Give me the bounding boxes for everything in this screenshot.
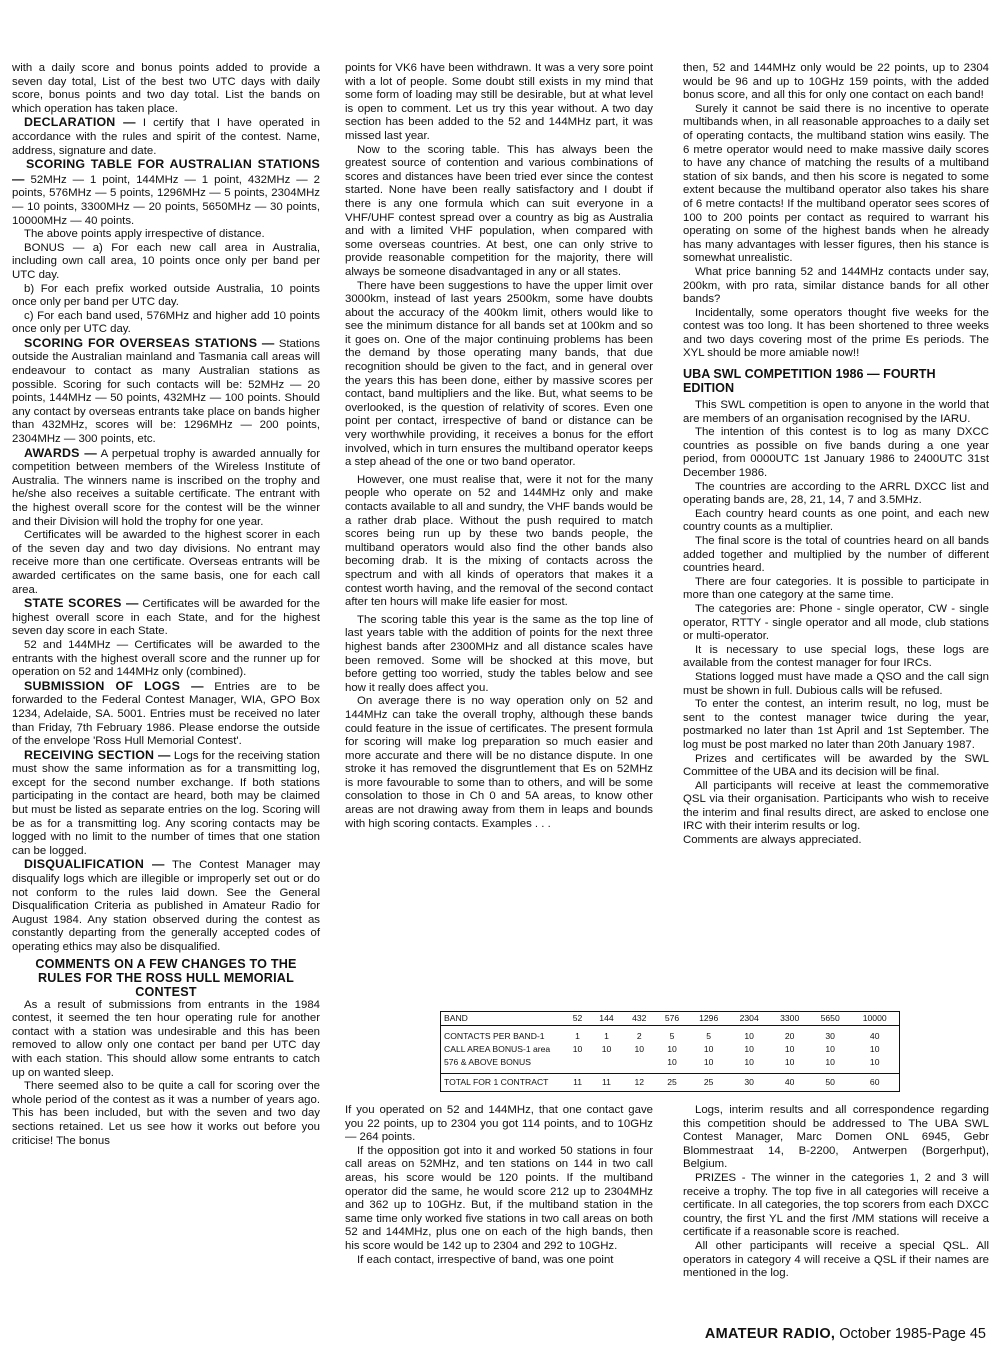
paragraph: On average there is no way operation only on 52 and 144MHz can take the overall trophy, although these bands could feature in the issue of certificates. The present formula for scoring will make log preparation so much easier and more accurate and there will be no distance dispute. In one stroke it has removed the disgruntlement that Es on 52MHz is more favourable to some than to others, and will be some consolation to those in Ch 0 and 5A areas, to know other areas are not drawing away from them in leaps and bounds with high scoring contacts. Examples . . . <box>345 695 653 830</box>
submission-paragraph <box>12 680 320 749</box>
table-header-cell: 1296 <box>688 1012 729 1026</box>
table-header-row <box>441 1012 900 1026</box>
paragraph: Prizes and certificates will be awarded by the SWL Committee of the UBA and its decision will be final. <box>683 752 989 779</box>
table-cell <box>623 1056 656 1074</box>
table-cell: 10 <box>601 1044 612 1054</box>
table-cell: 11 <box>590 1074 623 1092</box>
paragraph: Logs, interim results and all correspondence regarding this competition should be addressed to The UBA SWL Contest Manager, Marc Domen ONL 6945, Gebr Blommestraat 14, B-2200, Antwerpen (Borgerhput), Belgium. <box>683 1104 989 1171</box>
paragraph: Now to the scoring table. This has always been the greatest source of contention and various combinations of scores and distances have been tried ever since the contest started. None have been really satisfactory and I doubt if there is any one formula which can suit everyone in a VHF/UHF contest spread over a country as big as Australia and with a limited VHF population, when compared with some overseas countries. At best, one can only strive to provide reasonable competition for the majority, there will always be someone disadvantaged in any or all states. <box>345 143 653 278</box>
scoring-overseas-paragraph <box>12 337 320 447</box>
table-cell: 10 <box>784 1057 795 1067</box>
paragraph: As a result of submissions from entrants in the 1984 contest, it seemed the ten hour operating rule for another contact with a station was undesirable and this has been removed to allow only one contact per band per UTC day with each station. This should allow some entrants to catch up on wanted sleep. <box>12 998 320 1079</box>
scoring-australian-paragraph <box>12 158 320 228</box>
page-number: Page 45 <box>931 1326 986 1342</box>
table-cell: 10 <box>667 1057 677 1067</box>
receiving-paragraph <box>12 749 320 859</box>
table-cell: 10 <box>703 1057 714 1067</box>
table-cell: 10 <box>825 1044 835 1054</box>
paragraph: If you operated on 52 and 144MHz, that one contact gave you 22 points, up to 2304 you got 114 points, and to 10GHz — 264 points. <box>345 1104 653 1144</box>
table-cell: 40 <box>769 1074 810 1092</box>
paragraph: There are four categories. It is possible to participate in more than one category at the same time. <box>683 575 989 602</box>
table-header-cell: 3300 <box>769 1012 810 1026</box>
paragraph: PRIZES - The winner in the categories 1, 2 and 3 will receive a trophy. The top five in all categories will receive a certificate. In all categories, the top scorers from each DXCC country, the first YL and the first /MM stations will receive a certificate if a reasonable score is reached. <box>683 1171 989 1239</box>
paragraph-text: The Contest Manager may disqualify logs which are illegible or improperly set out or do not conform to the rules laid down. See the General Disqualification Criteria as published in Amateur Radio for August 1984. Any station observed during the contest as constantly departing from the generally accepted codes of operating ethics may also be disqualified. <box>12 859 321 953</box>
paragraph-text: I certify that I have operated in accordance with the rules and spirit of the contest. Name, address, signature and date. <box>12 117 320 157</box>
table-cell <box>590 1056 623 1074</box>
table-cell: 10 <box>703 1044 714 1054</box>
paragraph: All other participants will receive a special QSL. All operators in category 4 will receive a QSL if their names are mentioned in the log. <box>683 1239 989 1280</box>
paragraph: Incidentally, some operators thought five weeks for the contest was too long. It has been shortened to three weeks and two days covering most of the prime Es periods. The XYL should be more amiable now!! <box>683 306 989 360</box>
scoring-example-table <box>440 1011 900 1092</box>
table-header-cell: 52 <box>565 1012 590 1026</box>
column-3 <box>683 62 989 848</box>
column-1 <box>12 62 320 1148</box>
table-cell <box>565 1056 590 1074</box>
state-scores-paragraph <box>12 597 320 639</box>
paragraph: Stations logged must have made a QSO and the call sign must be shown in full. Dubious calls will be refused. <box>683 670 989 697</box>
paragraph: What price banning 52 and 144MHz contacts under say, 200km, with pro rata, similar distance bands for all other bands? <box>683 265 989 306</box>
disqualification-heading: DISQUALIFICATION — <box>24 857 165 872</box>
table-cell: 10 <box>634 1044 645 1054</box>
paragraph: Each country heard counts as one point, and each new country counts as a multiplier. <box>683 507 989 534</box>
paragraph: then, 52 and 144MHz only would be 22 points, up to 2304 would be 96 and up to 10GHz 159 points, with the added bonus score, and all this for only one contact on each band! <box>683 62 989 102</box>
table-cell: 11 <box>565 1074 590 1092</box>
column-3-continued <box>683 1104 989 1281</box>
magazine-name: AMATEUR RADIO, <box>704 1326 836 1342</box>
column-2-continued <box>345 1104 653 1267</box>
paragraph-text: A perpetual trophy is awarded annually for competition between members of the Wireless Institute of Australia. The winners name is inscribed on the trophy and he/she also receives a suitable certificate. The entrant with the highest overall score for the contest will be the winner and their Division will hold the trophy for one year. <box>12 447 320 528</box>
paragraph: b) For each prefix worked outside Australia, 10 points once only per band per UTC day. <box>12 282 320 309</box>
declaration-paragraph <box>12 116 320 158</box>
table-row <box>441 1056 900 1074</box>
paragraph-text: Entries are to be forwarded to the Federal Contest Manager, WIA, GPO Box 1234, Adelaide, SA. 5001. Entries must be received no later than Friday, 7th February 1986. Please endorse the outside of the envelope 'Ross Hull Memorial Contest'. <box>12 680 320 748</box>
table-cell: 60 <box>850 1074 899 1092</box>
table-total-row <box>441 1074 900 1092</box>
paragraph-text: 52MHz — 1 point, 144MHz — 1 point, 432MHz — 2 points, 576MHz — 5 points, 1296MHz — 5 points, 2304MHz — 10 points, 3300MHz — 20 points, 5650MHz — 30 points, 10000MHz — 40 points. <box>12 173 320 227</box>
table-cell: 30 <box>729 1074 770 1092</box>
column-2 <box>345 62 653 831</box>
paragraph: with a daily score and bonus points added to provide a seven day total, List of the best two UTC days with daily score, bonus points and two day total. List the bands on which operation has taken place. <box>12 62 320 115</box>
paragraph-text: Stations outside the Australian mainland and Tasmania call areas will endeavour to contact as many Australian stations as possible. Scoring for such contacts will be: 52MHz — 20 points, 144MHz — 50 points, 432MHz — 100 points. Should any contact by overseas entrants take place on bands higher than 432MHz, scores will be: 1296MHz — 200 points, 2304MHz — 300 points, etc. <box>12 337 320 446</box>
paragraph-text: Logs for the receiving station must show the same information as for a transmitting log, except for the second number exchange. If both stations participating in the contact are heard, both may be claimed but must be listed as separate entries on the log. Scoring will be as for a transmitting log. Any scoring contacts may be logged with no limit to the number of times that one station can be logged. <box>12 749 321 857</box>
table-cell: 10 <box>572 1044 583 1054</box>
table-cell: 10 <box>744 1031 754 1041</box>
paragraph: There seemed also to be quite a call for scoring over the whole period of the contest as it was a number of years ago. This has been included, but with the seven and two day sections retained. Let us see how it works out before you criticise! The bonus <box>12 1080 320 1147</box>
table-header-cell: 5650 <box>810 1012 851 1026</box>
scoring-overseas-heading: SCORING FOR OVERSEAS STATIONS — <box>24 335 275 350</box>
paragraph: This SWL competition is open to anyone in the world that are members of an organisation recognised by the IARU. <box>683 399 989 425</box>
paragraph: 52 and 144MHz — Certificates will be awarded to the entrants with the highest overall score and the runner up for operation on 52 and 144MHz only (combined). <box>12 638 320 679</box>
comments-heading: COMMENTS ON A FEW CHANGES TO THE RULES FOR THE ROSS HULL MEMORIAL CONTEST <box>35 956 297 999</box>
paragraph: Certificates will be awarded to the highest scorer in each of the seven day and two day divisions. No entrant may receive more than one certificate. Overseas entrants will be awarded certificates on the same basis, one for each call area. <box>12 529 320 596</box>
table-cell: CONTACTS PER BAND-1 <box>444 1031 545 1041</box>
awards-heading: AWARDS — <box>24 445 97 460</box>
table-cell: 20 <box>784 1031 795 1041</box>
table-header-cell: 2304 <box>729 1012 770 1026</box>
paragraph: Comments are always appreciated. <box>683 834 862 847</box>
scoring-australian-heading: SCORING TABLE FOR AUSTRALIAN STATIONS — <box>12 157 320 186</box>
submission-heading: SUBMISSION OF LOGS — <box>24 678 204 693</box>
table-cell: 5 <box>706 1031 712 1041</box>
paragraph: The intention of this contest is to log as many DXCC countries as possible on five bands during a one year period, from 0000UTC 1st January 1986 to 2400UTC 31st December 1986. <box>683 426 989 480</box>
paragraph-text: Certificates will be awarded for the highest overall score in each State, and for the highest seven day score in each State. <box>12 598 320 638</box>
table-cell: 10 <box>744 1057 754 1067</box>
disqualification-paragraph <box>12 858 320 954</box>
paragraph: If each contact, irrespective of band, was one point <box>357 1253 614 1266</box>
table-cell: 576 & ABOVE BONUS <box>444 1057 531 1067</box>
uba-swl-heading: UBA SWL COMPETITION 1986 — FOURTH EDITION <box>683 367 936 396</box>
table-cell: 1 <box>575 1031 580 1041</box>
table-cell: TOTAL FOR 1 CONTRACT <box>441 1074 566 1092</box>
paragraph: Surely it cannot be said there is no incentive to operate multibands when, in all reasonable approaches to a daily set of operating contacts, the multiband station wins easily. The 6 metre operator would need to make massive daily scores to have any chance of matching the results of a multiband station of six bands, and then his score is negated to some extent because the multiband operator also takes his share of 6 metre contacts! If the multiband operator sees scores of 100 to 200 points per contact as required to warrant his operating on some of the highest bands when he already has many advantages with lesser figures, then his stance is somewhat unrealistic. <box>683 102 989 265</box>
table-row <box>441 1026 900 1044</box>
paragraph: The above points apply irrespective of distance. <box>24 228 265 241</box>
table-cell: 10 <box>869 1057 880 1067</box>
table-cell: 10 <box>667 1044 677 1054</box>
table-header-cell: 10000 <box>850 1012 899 1026</box>
table-cell: 1 <box>604 1031 609 1041</box>
table-header-cell: 144 <box>590 1012 623 1026</box>
table-cell: 5 <box>669 1031 675 1041</box>
awards-paragraph <box>12 447 320 530</box>
table-cell: 2 <box>636 1031 642 1041</box>
paragraph: If the opposition got into it and worked 50 stations in four call areas on 52MHz, and ten stations on 144 in two call areas, his score would be 120 points. If the multiband operator did the same, he would score 212 up to 2304MHz and 362 up to 10GHz. But, if the multiband station in the same time only worked five stations in two call areas on both 52 and 144MHz, plus one on each of the high bands, then his score would be 142 up to 2304 and 292 to 10GHz. <box>345 1144 653 1252</box>
paragraph: c) For each band used, 576MHz and higher add 10 points once only per UTC day. <box>12 309 320 336</box>
paragraph: The categories are: Phone - single operator, CW - single operator, RTTY - single operator and all mode, club stations or multi-operator. <box>683 602 989 643</box>
paragraph: BONUS — a) For each new call area in Australia, including own call area, 10 points once only per band per UTC day. <box>12 241 320 281</box>
paragraph: However, one must realise that, were it not for the many people who operate on 52 and 144MHz only and make contacts available to all and sundry, the VHF bands would be a rather drab place. Without the push required to match scores being run up by these two bands people, the multiband operators would also find the other bands also becoming drab. It is the mixing of contacts across the spectrum and with all kinds of operators that makes it a contest worth having, and the removal of the second contact after ten hours will make life easier for most. <box>345 473 653 609</box>
table-cell: 50 <box>810 1074 851 1092</box>
table-cell: 30 <box>825 1031 835 1041</box>
paragraph: All participants will receive at least the commemorative QSL via their organisation. Participants who wish to receive the interim and final results direct, are asked to enclose one IRC with their interim results or log. <box>683 779 989 833</box>
table-header-cell: 432 <box>623 1012 656 1026</box>
paragraph: There have been suggestions to have the upper limit over 3000km, instead of last years 2500km, some have doubts about the accuracy of the 400km limit, others would like to see the minimum distance for all bands set at 100km and so it goes on. One of the major continuing problems has been the demand by those operating many bands, that due recognition should be given to the fact, and in general over the years this has been done, either by massive scores per contact, band multipliers and the like. But, what seems to be overlooked, is the question of relativity of scores. Even one point per contact, irrespective of band or distance can be very worthwhile providing, it receives a bonus for the effort involved, which in turn ensures the multiband operator keeps a step ahead of the one or two band operator. <box>345 279 653 469</box>
table-cell: 10 <box>825 1057 835 1067</box>
table-cell: 25 <box>688 1074 729 1092</box>
paragraph: The final score is the total of countries heard on all bands added together and multiplied by the number of different countries heard. <box>683 535 989 575</box>
table-header-cell: 576 <box>656 1012 689 1026</box>
paragraph: The countries are according to the ARRL DXCC list and operating bands are, 28, 21, 14, 7 and 3.5MHz. <box>683 480 989 507</box>
table-header-cell: BAND <box>441 1012 566 1026</box>
table-cell: 10 <box>744 1044 754 1054</box>
paragraph: It is necessary to use special logs, these logs are available from the contest manager for four IRCs. <box>683 643 989 670</box>
paragraph: points for VK6 have been withdrawn. It was a very sore point with a lot of people. Some doubt still exists in my mind that some form of loading may still be desirable, but at what level is open to comment. Let us try this year without. A two day section has been added to the 52 and 144MHz part, it was missed last year. <box>345 62 653 142</box>
issue-date: October 1985- <box>835 1326 932 1342</box>
table-cell: 40 <box>869 1031 880 1041</box>
state-scores-heading: STATE SCORES — <box>24 596 139 611</box>
paragraph: To enter the contest, an interim result, no log, must be sent to the contest manager twice during the year, postmarked no later than 1st April and 1st September. The log must be post marked no later than 20th January 1987. <box>683 698 989 751</box>
table-row <box>441 1043 900 1056</box>
paragraph: The scoring table this year is the same as the top line of last years table with the addition of points for the next three highest bands after 2300MHz and all distance scales have been removed. Some will be shocked at this move, but before getting too worried, study the tables below and see how it really does affect you. <box>345 613 653 694</box>
receiving-heading: RECEIVING SECTION — <box>24 747 171 762</box>
table-cell: 10 <box>869 1044 880 1054</box>
table-cell: 12 <box>623 1074 656 1092</box>
declaration-heading: DECLARATION — <box>24 115 136 130</box>
table-cell: 25 <box>656 1074 689 1092</box>
table-cell: CALL AREA BONUS-1 area <box>444 1044 551 1054</box>
page-footer <box>705 1325 986 1343</box>
table-cell: 10 <box>784 1044 795 1054</box>
